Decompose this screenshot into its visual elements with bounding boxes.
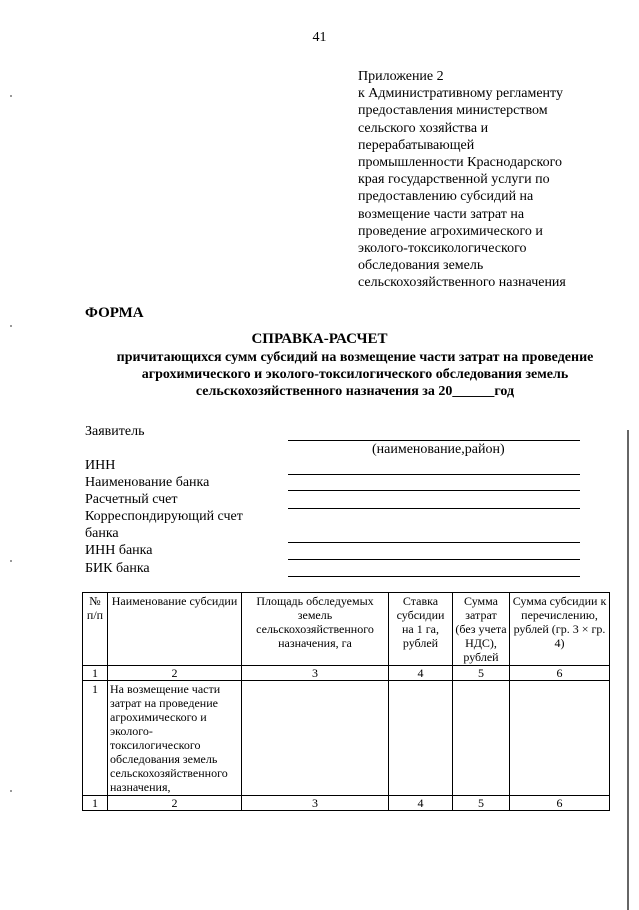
footer-number: 2 — [108, 796, 242, 811]
appendix-line: края государственной услуги по — [358, 172, 550, 188]
column-number: 3 — [242, 666, 389, 681]
inn-field[interactable] — [288, 474, 580, 475]
table-header-row — [83, 593, 610, 666]
margin-mark — [10, 325, 12, 327]
row-number: 1 — [83, 681, 108, 796]
footer-number: 1 — [83, 796, 108, 811]
applicant-label: Заявитель — [85, 424, 145, 439]
margin-mark — [10, 95, 12, 97]
header-cell-area: Площадь обследуемых земель сельскохозяйственного назначения, га — [242, 593, 389, 666]
appendix-line: предоставлению субсидий на — [358, 189, 534, 205]
subsidy-calculation-table — [82, 592, 610, 811]
appendix-line: промышленности Краснодарского — [358, 155, 563, 171]
account-label: Расчетный счет — [85, 492, 178, 507]
column-number: 2 — [108, 666, 242, 681]
column-number: 4 — [389, 666, 453, 681]
page-number: 41 — [312, 30, 327, 45]
header-cell-rate: Ставка субсидии на 1 га, рублей — [389, 593, 453, 666]
appendix-line: к Административному регламенту — [358, 86, 563, 102]
bank-inn-label: ИНН банка — [85, 543, 153, 558]
document-title: СПРАВКА-РАСЧЕТ — [251, 331, 388, 347]
inn-label: ИНН — [85, 458, 116, 473]
appendix-line: эколого-токсикологического — [358, 241, 527, 257]
row-rate-cell[interactable] — [389, 681, 453, 796]
name-hint: (наименование,район) — [372, 442, 505, 457]
header-cell-subsidy: Сумма субсидии к перечислению, рублей (гр. 3 × гр. 4) — [510, 593, 610, 666]
footer-number: 6 — [510, 796, 610, 811]
bik-field[interactable] — [288, 576, 580, 577]
corr-account-label-cont: банка — [85, 526, 119, 541]
applicant-field[interactable] — [288, 440, 580, 441]
header-cell-cost: Сумма затрат (без учета НДС), рублей — [453, 593, 510, 666]
corr-account-label: Корреспондирующий счет — [85, 509, 243, 524]
appendix-line: перерабатывающей — [358, 137, 475, 153]
scan-edge-artifact — [625, 430, 631, 910]
appendix-line: возмещение части затрат на — [358, 206, 525, 222]
subtitle-line: причитающихся сумм субсидий на возмещение части затрат на проведение — [116, 350, 594, 365]
footer-number: 5 — [453, 796, 510, 811]
account-field[interactable] — [288, 508, 580, 509]
appendix-line: сельскохозяйственного назначения — [358, 275, 566, 291]
column-number: 6 — [510, 666, 610, 681]
subtitle-line: агрохимического и эколого-токсилогического обследования земель — [141, 367, 569, 382]
subtitle-line: сельскохозяйственного назначения за 20______год — [195, 384, 515, 399]
bank-inn-field[interactable] — [288, 559, 580, 560]
footer-number: 3 — [242, 796, 389, 811]
column-number: 1 — [83, 666, 108, 681]
footer-number-row — [83, 796, 610, 811]
appendix-line: сельского хозяйства и — [358, 120, 489, 136]
appendix-note — [358, 68, 608, 292]
appendix-line: Приложение 2 — [358, 69, 444, 84]
column-number-row — [83, 666, 610, 681]
row-subsidy-name: На возмещение части затрат на проведение агрохимического и эколого-токсилогического обследования земель сельскохозяйственного назначения, — [108, 681, 242, 796]
footer-number: 4 — [389, 796, 453, 811]
appendix-line: проведение агрохимического и — [358, 223, 543, 239]
table-row — [83, 681, 610, 796]
appendix-line: предоставления министерством — [358, 103, 548, 119]
form-label: ФОРМА — [85, 305, 144, 321]
margin-mark — [10, 790, 12, 792]
header-cell-name: Наименование субсидии — [108, 593, 242, 666]
appendix-line: обследования земель — [358, 258, 484, 274]
document-subtitle — [60, 349, 639, 400]
row-subsidy-cell[interactable] — [510, 681, 610, 796]
row-area-cell[interactable] — [242, 681, 389, 796]
bik-label: БИК банка — [85, 561, 150, 576]
corr-account-field[interactable] — [288, 542, 580, 543]
margin-mark — [10, 560, 12, 562]
header-cell-number: № п/п — [83, 593, 108, 666]
column-number: 5 — [453, 666, 510, 681]
bank-name-field[interactable] — [288, 490, 580, 491]
bank-name-label: Наименование банка — [85, 475, 210, 490]
row-cost-cell[interactable] — [453, 681, 510, 796]
